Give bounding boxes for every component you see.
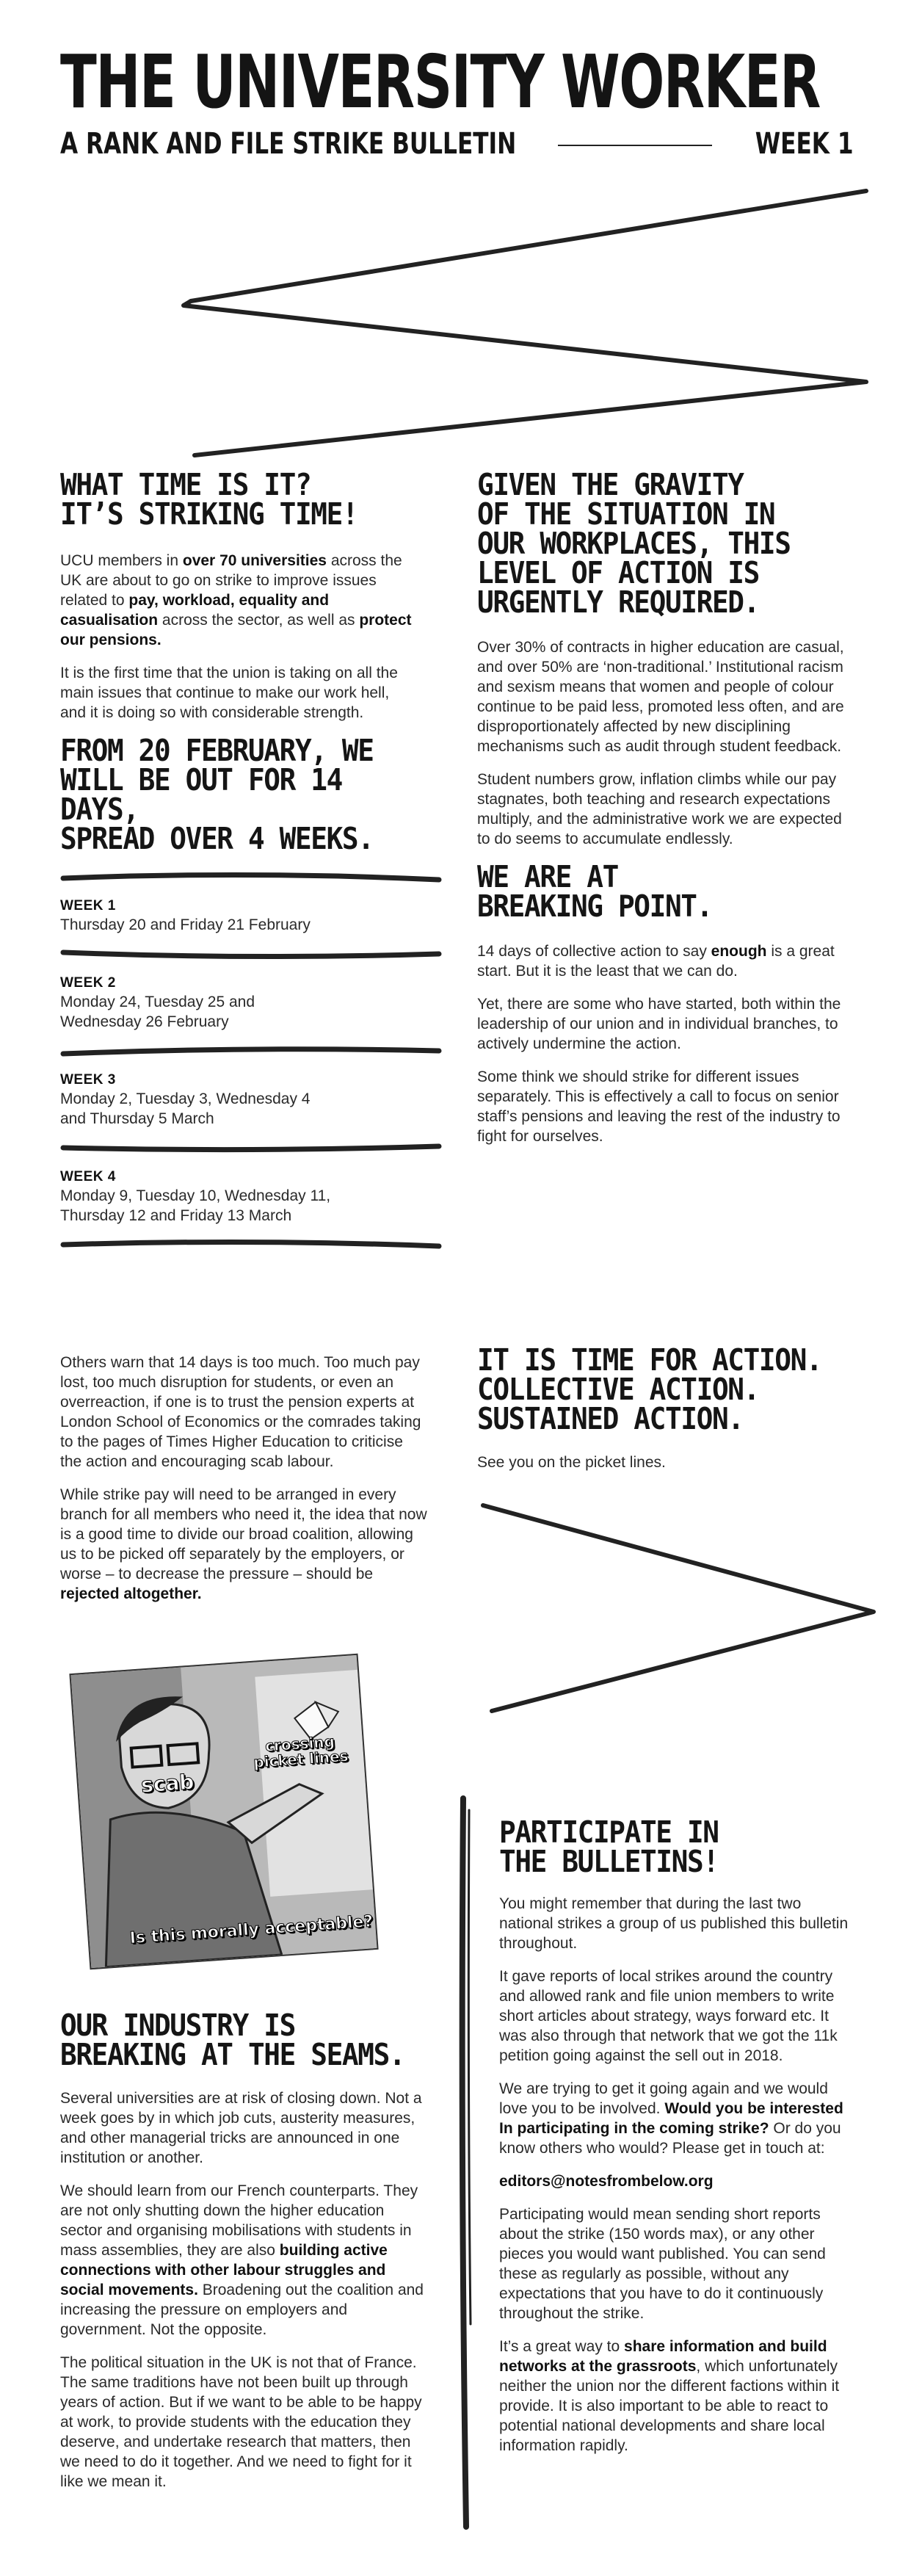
text-span: It’s a great way to [499,2338,625,2355]
week-item [60,974,442,1032]
week-label: WEEK 4 [60,1169,116,1184]
column-2 [477,467,859,1159]
meme-label-person: scab [140,1769,195,1798]
intro-paragraph-2: It is the first time that the union is taking on all the main issues that continue to make our work hell, and it is doing so with considerable strength. [60,665,398,721]
text-span: is a great start. But it is the least that we can do. [477,943,835,980]
paragraph: The political situation in the UK is not that of France. The same traditions have not been built up through years of action. But if we want to be able to be happy at work, to provide students with the education they deserve, and undertake research that matters, then we need to do it together. And we need to fight for it like we mean it. [60,2354,422,2490]
zigzag-brush-mark-top [161,176,881,470]
text-span: , which unfortunately neither the union nor the different factions within it provide. It is also important to be able to react to potential national developments and share local information rapidly. [499,2358,840,2454]
bold-span: Would you be interested In participating in the coming strike? [499,2100,843,2137]
text-span: across the UK are about to go on strike to improve issues related to [60,552,402,609]
paragraph [499,2337,852,2456]
heading-time-for-action: IT IS TIME FOR ACTION. COLLECTIVE ACTION. SUSTAINED ACTION. [477,1342,822,1436]
brush-underline [60,1139,442,1157]
paragraph [60,2181,427,2340]
column-3-bottom [60,2008,442,2505]
intro-paragraph [60,551,413,650]
meme-caption: Is this morally acceptable? [128,1912,374,1948]
meme-label-butterfly: crossing picket lines [253,1732,349,1771]
week-list [60,868,442,1257]
bold-span: building active connections with other labour struggles and social movements. [60,2242,388,2298]
week-item [60,1168,442,1226]
paragraph: Others warn that 14 days is too much. Too much pay lost, too much disruption for students, or even an overreaction, if one is to trust the pension experts at London School of Economics or the comrades taking to the pages of Times Higher Education to criticise the action and encouraging scab labour. [60,1354,421,1470]
paragraph [477,941,848,981]
bold-span: pay, workload, equality and casualisation [60,592,330,629]
column-4-bottom [499,1817,866,2469]
brush-underline [60,1042,442,1060]
bold-span: enough [711,943,767,960]
email-link[interactable]: editors@notesfrombelow.org [499,2173,714,2190]
heading-participate: PARTICIPATE IN THE BULLETINS! [499,1815,719,1879]
picket-text: See you on the picket lines. [477,1454,666,1471]
brush-vertical-stroke [453,1795,475,2530]
week-label: WEEK 2 [60,975,116,991]
text-span: Or do you know others who would? Please get in touch at: [499,2120,841,2157]
text-span: We are trying to get it going again and we would love you to be involved. [499,2080,828,2117]
week-dates: Monday 2, Tuesday 3, Wednesday 4 and Thursday 5 March [60,1090,311,1127]
bold-span: share information and build networks at the grassroots [499,2338,827,2375]
gravity-text [477,637,848,849]
heading-striking-time: WHAT TIME IS IT? IT’S STRIKING TIME! [60,467,358,532]
bold-span: rejected altogether. [60,1585,202,1602]
paragraph: Participating would mean sending short reports about the strike (150 words max), or any other pieces you would want published. You can send these as regularly as possible, without any expectations that you have to do it continuously throughout the strike. [499,2206,826,2322]
brush-underline [60,1236,442,1253]
bold-span: over 70 universities [182,552,327,569]
paragraph: Some think we should strike for different issues separately. This is effectively a call to focus on senior staff’s pensions and leaving the rest of the industry to fight for ourselves. [477,1068,841,1145]
masthead-title: THE UNIVERSITY WORKER [60,39,820,125]
week-dates: Thursday 20 and Friday 21 February [60,916,311,933]
week-dates: Monday 24, Tuesday 25 and Wednesday 26 February [60,994,255,1030]
brush-underline [60,868,442,886]
column-1 [60,467,442,1257]
paragraph [499,2079,852,2158]
heading-breaking-seams: OUR INDUSTRY IS BREAKING AT THE SEAMS. [60,2008,405,2072]
paragraph [60,1485,427,1604]
week-item [60,897,442,935]
text-span: UCU members in [60,552,183,569]
paragraph: Several universities are at risk of closing down. Not a week goes by in which job cuts, austerity measures, and other managerial tricks are announced in one institution or another. [60,2090,422,2166]
intro-text [60,551,413,723]
seams-text [60,2088,427,2492]
heading-from-20-february: FROM 20 FEBRUARY, WE WILL BE OUT FOR 14 DAYS, SPREAD OVER 4 WEEKS. [60,733,374,856]
paragraph [499,2171,852,2191]
breaking-point-text [477,941,848,1146]
heading-gravity: GIVEN THE GRAVITY OF THE SITUATION IN OUR WORKPLACES, THIS LEVEL OF ACTION IS URGENTLY REQUIRED. [477,467,791,620]
paragraph: It gave reports of local strikes around the country and allowed rank and file union members to write short articles about strategy, ways forward etc. It was also through that network that we got the 11k petition going against the sell out in 2018. [499,1968,838,2064]
column-4-top [477,1342,859,1472]
masthead-week: WEEK 1 [755,127,854,161]
text-span: We should learn from our French counterparts. They are not only shutting down the higher education sector and organising mobilisations with students in mass assemblies, they are also [60,2182,418,2259]
zigzag-brush-mark-bottom [477,1498,888,1718]
week-label: WEEK 1 [60,898,116,913]
participate-text [499,1894,852,2456]
week-item [60,1071,442,1129]
brush-underline [60,945,442,963]
meme-illustration [69,1654,378,1970]
week-dates: Monday 9, Tuesday 10, Wednesday 11, Thursday 12 and Friday 13 March [60,1187,331,1224]
paragraph: Over 30% of contracts in higher education are casual, and over 50% are ‘non-traditional.’ Institutional racism and sexism means that women and people of colour continue to be paid less, promoted less often, and are disproportionately affected by new disciplining mechanisms such as audit through student feedback. [477,639,844,755]
paragraph: You might remember that during the last two national strikes a group of us published this bulletin throughout. [499,1895,849,1952]
paragraph: Student numbers grow, inflation climbs while our pay stagnates, both teaching and research expectations multiply, and the administrative work we are expected to do seems to accumulate endlessly. [477,771,842,847]
text-span: While strike pay will need to be arranged in every branch for all members who need it, the idea that now is a good time to divide our broad coalition, allowing us to be picked off separately by the employers, or worse – to decrease the pressure – should be [60,1486,427,1582]
text-span: across the sector, as well as [158,612,360,629]
text-span: 14 days of collective action to say [477,943,711,960]
heading-breaking-point: WE ARE AT BREAKING POINT. [477,859,712,924]
masthead-subtitle: A RANK AND FILE STRIKE BULLETIN [60,127,517,161]
bold-span: protect our pensions. [60,612,412,648]
week-label: WEEK 3 [60,1072,116,1088]
masthead-rule [558,145,712,146]
column-3-top [60,1353,427,1617]
text-span: Broadening out the coalition and increasing the pressure on employers and government. Not the opposite. [60,2282,424,2338]
paragraph: Yet, there are some who have started, both within the leadership of our union and in individual branches, to actively undermine the action. [477,996,841,1052]
